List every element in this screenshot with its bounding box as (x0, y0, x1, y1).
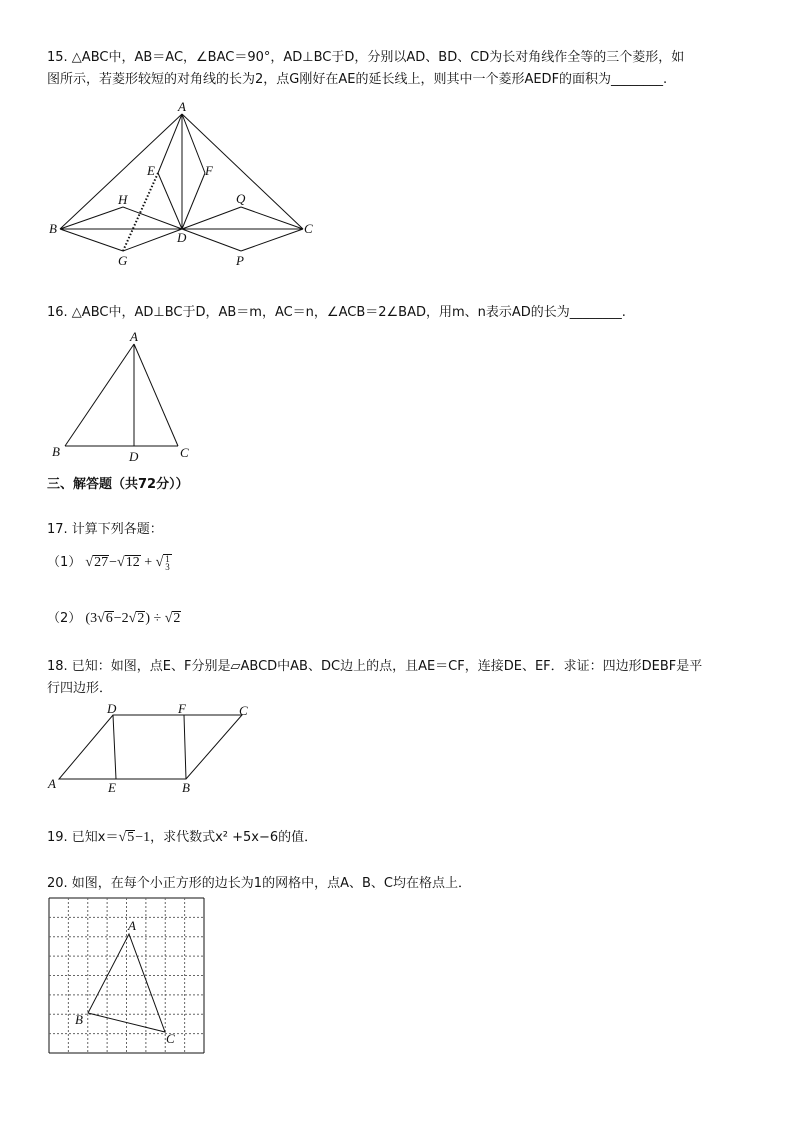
q17-part1 (47, 552, 172, 574)
q20-label-C: C (166, 1031, 175, 1046)
q15-label-G: G (118, 253, 128, 268)
q20-text: 20. 如图，在每个小正方形的边长为1的网格中，点A、B、C均在格点上． (47, 876, 471, 891)
q19-value: √5−1 (118, 830, 151, 845)
q15-label-D: D (177, 230, 187, 245)
q18-line1: 18. 已知：如图，点E、F分别是▱ABCD中AB、DC边上的点，且AE＝CF，连接DE、EF．求证：四边形DEBF是平 (47, 659, 703, 674)
q18-figure (45, 700, 265, 800)
q16-figure (45, 328, 205, 463)
q15-label-Q: Q (236, 191, 246, 206)
q15-label-F: F (205, 163, 213, 178)
section-title: 三、解答题（共72分）） (47, 477, 189, 492)
q18-label-B: B (182, 780, 190, 795)
q16-text: 16. △ABC中，AD⊥BC于D，AB＝m，AC＝n，∠ACB＝2∠BAD，用m、n表示AD的长为________. (47, 305, 626, 320)
q18-label-A: A (48, 776, 56, 791)
q15-line2: 图所示，若菱形较短的对角线的长为2，点G刚好在AE的延长线上，则其中一个菱形AEDF的面积为________. (47, 72, 668, 87)
q17-part2-number: （2） (47, 611, 82, 626)
q19-suffix: ，求代数式x² +5x−6的值． (150, 830, 318, 845)
q18-label-D: D (107, 701, 117, 716)
q16-label-D: D (129, 449, 139, 463)
q15-figure (45, 100, 325, 275)
q19-prefix: 19. 已知x＝ (47, 830, 119, 845)
q16-label-B: B (52, 444, 60, 459)
q15-label-A: A (178, 100, 186, 114)
q15-label-C: C (304, 221, 313, 236)
q15-label-H: H (118, 192, 128, 207)
q15-text (47, 47, 747, 91)
q20-figure (45, 894, 210, 1056)
q20-grid (49, 898, 204, 1053)
q15-label-P: P (236, 253, 244, 268)
q20-label-B: B (75, 1012, 83, 1027)
q18-line2: 行四边形． (47, 681, 113, 696)
q16-label-C: C (180, 445, 189, 460)
q18-text (47, 656, 747, 700)
q17-part2 (47, 608, 181, 630)
q18-label-C: C (239, 703, 248, 718)
q20-label-A: A (128, 918, 136, 933)
q15-label-E: E (147, 163, 155, 178)
q15-label-B: B (49, 221, 57, 236)
q15-line1: 15. △ABC中，AB＝AC，∠BAC＝90°，AD⊥BC于D，分别以AD、BD、CD为长对角线作全等的三个菱形，如 (47, 50, 685, 65)
q18-label-F: F (178, 701, 186, 716)
q17-text: 17. 计算下列各题： (47, 522, 163, 537)
q16-label-A: A (130, 329, 138, 344)
q17-part2-expression: (3√6−2√2) ÷ √2 (85, 611, 181, 626)
q19-text (47, 827, 317, 849)
q17-part1-number: （1） (47, 555, 82, 570)
q18-label-E: E (108, 780, 116, 795)
q17-part1-expression: √27−√12 + √ 1 3 (85, 554, 170, 573)
